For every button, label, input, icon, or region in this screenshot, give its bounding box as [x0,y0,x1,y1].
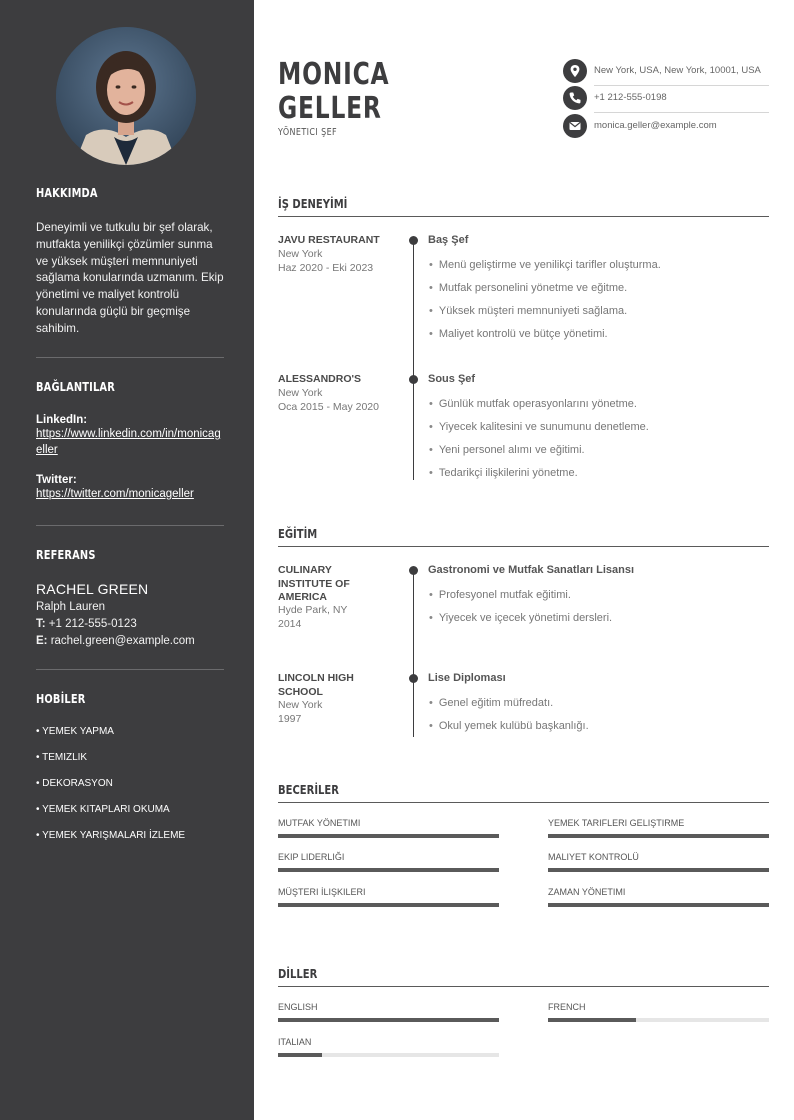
sidebar-divider [36,357,224,358]
education-degree: Gastronomi ve Mutfak Sanatları Lisansı [428,564,635,576]
reference-email-label: E: [36,635,48,647]
skill-bar-fill [278,903,499,907]
skill-bar [548,834,769,838]
skill-item [548,818,769,828]
education-bullet: • Okul yemek kulübü başkanlığı. [429,720,589,732]
hobby-item: • YEMEK KITAPLARI OKUMA [36,804,170,815]
location-text: New York, USA, New York, 10001, USA [594,65,761,76]
hobby-item: • DEKORASYON [36,778,113,789]
languages-heading: DİLLER [278,966,318,981]
language-bar-fill [278,1053,322,1057]
skill-bar [548,903,769,907]
about-heading: HAKKIMDA [36,186,98,200]
experience-heading: İŞ DENEYİMİ [278,196,348,211]
sidebar [0,0,254,1120]
experience-bullet: • Maliyet kontrolü ve bütçe yönetimi. [429,328,608,340]
reference-heading: REFERANS [36,548,96,562]
skill-item [548,852,769,862]
hobby-item: • TEMIZLIK [36,752,88,763]
reference-phone-value: +1 212-555-0123 [48,618,137,630]
about-text: Deneyimli ve tutkulu bir şef olarak, mutfakta yenilikçi çözümler sunma ve yüksek müşteri memnuniyeti sağlama konularında uzmanım. Ekip yönetimi ve maliyet kontrolü konularında güçlü bir geçmişe sahibim. [36,221,224,335]
twitter-link[interactable]: https://twitter.com/monicageller [36,488,194,500]
education-bullet: • Genel eğitim müfredatı. [429,697,553,709]
skill-label: YEMEK TARIFLERI GELIŞTIRME [548,818,685,828]
education-year: 2014 [278,618,302,630]
location-pin-icon [563,59,587,83]
skill-bar-fill [548,903,769,907]
skill-label: ZAMAN YÖNETIMI [548,887,626,897]
skill-item [278,818,499,828]
timeline-dot [409,566,418,575]
reference-phone-label: T: [36,618,46,630]
skill-bar-fill [548,868,769,872]
contact-email [563,114,769,142]
experience-bullet: • Yeni personel alımı ve eğitimi. [429,444,585,456]
skill-label: EKIP LIDERLIĞI [278,852,345,862]
education-year: 1997 [278,713,302,725]
hobby-item: • YEMEK YARIŞMALARI İZLEME [36,830,186,841]
hobbies-heading: HOBİLER [36,692,86,706]
language-item [278,1002,499,1012]
phone-text: +1 212-555-0198 [594,92,667,103]
language-label: FRENCH [548,1002,586,1012]
timeline-dot [409,375,418,384]
education-location: New York [278,699,323,711]
section-rule [278,802,769,803]
contact-phone [563,86,769,114]
linkedin-link[interactable]: https://www.linkedin.com/in/monicageller [36,428,221,456]
experience-company: ALESSANDRO'S [278,373,362,385]
phone-icon [563,86,587,110]
experience-bullet: • Yüksek müşteri memnuniyeti sağlama. [429,305,627,317]
email-text: monica.geller@example.com [594,120,717,131]
skill-bar-fill [548,834,769,838]
education-heading: EĞİTİM [278,526,318,541]
experience-role: Sous Şef [428,373,476,385]
last-name: GELLER [278,91,382,126]
education-location: Hyde Park, NY [278,604,348,616]
skill-label: MÜŞTERI İLIŞKILERI [278,887,366,897]
linkedin-block [36,414,224,458]
hobby-item: • YEMEK YAPMA [36,726,114,737]
links-heading: BAĞLANTILAR [36,380,115,394]
first-name: MONICA [278,57,390,92]
links-section [36,380,224,394]
experience-dates: Oca 2015 - May 2020 [278,401,379,413]
experience-role: Baş Şef [428,234,469,246]
linkedin-label: LinkedIn: [36,414,88,426]
sidebar-divider [36,525,224,526]
skill-item [278,887,499,897]
school-name-line: AMERICA [278,591,327,603]
language-bar-fill [278,1018,499,1022]
experience-location: New York [278,387,323,399]
timeline-dot [409,674,418,683]
reference-section [36,548,224,562]
school-name-line: SCHOOL [278,685,323,698]
skill-bar-fill [278,868,499,872]
sidebar-divider [36,669,224,670]
language-item [548,1002,769,1012]
skill-bar [278,868,499,872]
job-title: YÖNETICI ŞEF [278,127,338,138]
experience-bullet: • Tedarikçi ilişkilerini yönetme. [429,467,578,479]
reference-company: Ralph Lauren [36,601,106,613]
experience-timeline [413,240,414,480]
experience-company: JAVU RESTAURANT [278,234,380,246]
section-rule [278,986,769,987]
experience-bullet: • Yiyecek kalitesini ve sunumunu denetleme. [429,421,649,433]
timeline-dot [409,236,418,245]
skill-bar [278,834,499,838]
profile-photo [56,27,196,165]
language-item [278,1037,499,1047]
reference-email [36,633,224,650]
school-name-line: CULINARY [278,564,332,576]
skill-label: MUTFAK YÖNETIMI [278,818,361,828]
language-bar-fill [548,1018,636,1022]
language-label: ENGLISH [278,1002,318,1012]
contact-divider [594,112,769,113]
experience-bullet: • Mutfak personelini yönetme ve eğitme. [429,282,627,294]
education-school [278,672,400,699]
experience-dates: Haz 2020 - Eki 2023 [278,262,374,274]
language-label: ITALIAN [278,1037,312,1047]
skill-label: MALIYET KONTROLÜ [548,852,639,862]
skill-item [548,887,769,897]
language-bar [278,1018,499,1022]
hobbies-section [36,692,224,706]
school-name-line: LINCOLN HIGH [278,672,354,684]
education-timeline [413,570,414,737]
experience-location: New York [278,248,323,260]
skill-bar-fill [278,834,499,838]
experience-bullet: • Günlük mutfak operasyonlarını yönetme. [429,398,637,410]
skills-heading: BECERİLER [278,782,339,797]
section-rule [278,216,769,217]
skill-bar [278,903,499,907]
email-icon [563,114,587,138]
reference-phone [36,616,224,633]
education-bullet: • Profesyonel mutfak eğitimi. [429,589,571,601]
reference-block [36,581,224,650]
education-bullet: • Yiyecek ve içecek yönetimi dersleri. [429,612,612,624]
skill-item [278,852,499,862]
about-section [36,186,224,200]
language-bar [278,1053,499,1057]
education-degree: Lise Diploması [428,672,506,684]
reference-email-value: rachel.green@example.com [50,635,195,647]
section-rule [278,546,769,547]
school-name-line: INSTITUTE OF [278,577,350,590]
language-bar [548,1018,769,1022]
skill-bar [548,868,769,872]
twitter-label: Twitter: [36,474,77,486]
education-school [278,564,400,605]
contact-location [563,59,769,87]
reference-name: RACHEL GREEN [36,581,149,597]
experience-bullet: • Menü geliştirme ve yenilikçi tarifler oluşturma. [429,259,661,271]
twitter-block [36,474,224,503]
